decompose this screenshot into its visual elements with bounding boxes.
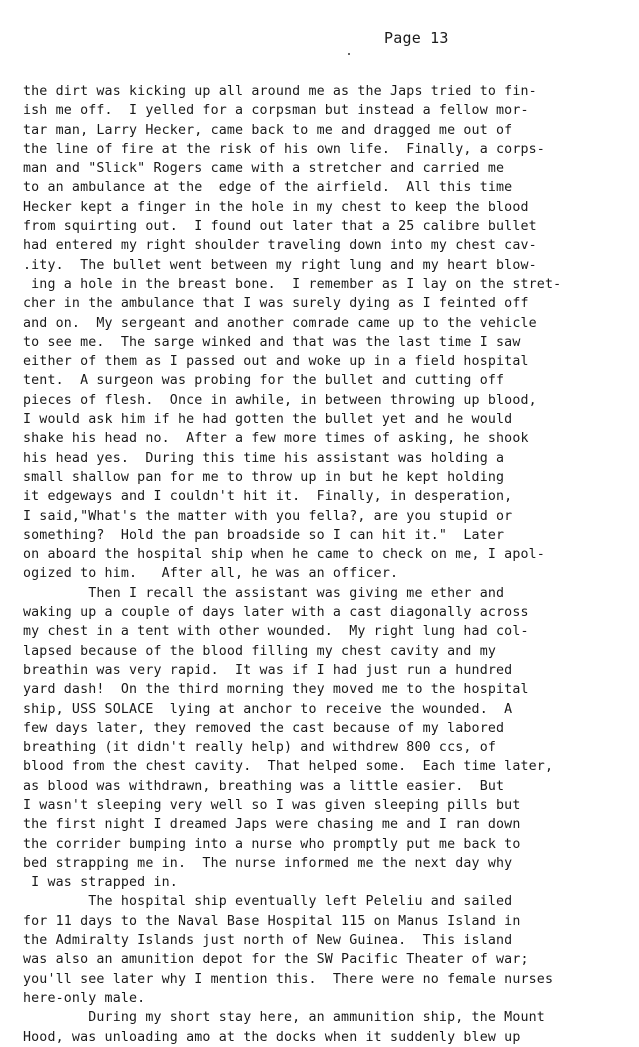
text-line: something? Hold the pan broadside so I can hit it." Later [23, 527, 505, 543]
text-line: Then I recall the assistant was giving me ether and [23, 585, 505, 601]
scan-speck [348, 53, 350, 55]
text-line: lapsed because of the blood filling my chest cavity and my [23, 643, 497, 659]
text-line: ish me off. I yelled for a corpsman but instead a fellow mor- [23, 103, 529, 119]
text-line: it edgeways and I couldn't hit it. Finally, in desperation, [23, 489, 513, 505]
text-line: on aboard the hospital ship when he came to check on me, I apol- [23, 547, 545, 563]
text-line: had entered my right shoulder traveling down into my chest cav- [23, 238, 537, 254]
text-line: blood from the chest cavity. That helped some. Each time later, [23, 759, 554, 775]
text-line: the line of fire at the risk of his own life. Finally, a corps- [23, 141, 545, 157]
text-line: as blood was withdrawn, breathing was a little easier. But [23, 778, 505, 794]
text-line: .ity. The bullet went between my right lung and my heart blow- [23, 257, 537, 273]
text-line: from squirting out. I found out later that a 25 calibre bullet [23, 219, 537, 235]
text-line: the dirt was kicking up all around me as the Japs tried to fin- [23, 84, 537, 99]
text-line: was also an amunition depot for the SW Pacific Theater of war; [23, 952, 529, 968]
text-line: ship, USS SOLACE lying at anchor to receive the wounded. A [23, 701, 513, 717]
text-line: man and "Slick" Rogers came with a stretcher and carried me [23, 161, 505, 177]
text-line: to see me. The sarge winked and that was the last time I saw [23, 334, 521, 350]
text-line: breathin was very rapid. It was if I had just run a hundred [23, 662, 513, 678]
text-line: Hecker kept a finger in the hole in my chest to keep the blood [23, 199, 529, 215]
text-line: I was strapped in. [23, 875, 178, 891]
text-line: The hospital ship eventually left Peleliu and sailed [23, 894, 513, 910]
text-line: During my short stay here, an ammunition ship, the Mount [23, 1010, 545, 1026]
text-line: here-only male. [23, 990, 146, 1006]
text-line: the Admiralty Islands just north of New Guinea. This island [23, 933, 513, 949]
text-line: the corrider bumping into a nurse who promptly put me back to [23, 836, 521, 852]
text-line: few days later, they removed the cast because of my labored [23, 720, 505, 736]
text-line: I would ask him if he had gotten the bullet yet and he would [23, 412, 513, 428]
text-line: my chest in a tent with other wounded. My right lung had col- [23, 624, 529, 640]
text-line: his head yes. During this time his assistant was holding a [23, 450, 505, 466]
text-line: for 11 days to the Naval Base Hospital 115 on Manus Island in [23, 913, 521, 929]
text-line: I said,"What's the matter with you fella?, are you stupid or [23, 508, 513, 524]
text-line: tar man, Larry Hecker, came back to me and dragged me out of [23, 122, 513, 138]
text-line: small shallow pan for me to throw up in but he kept holding [23, 469, 505, 485]
text-line: either of them as I passed out and woke up in a field hospital [23, 354, 529, 370]
text-line: shake his head no. After a few more times of asking, he shook [23, 431, 529, 447]
text-line: cher in the ambulance that I was surely dying as I feinted off [23, 296, 529, 312]
text-line: breathing (it didn't really help) and withdrew 800 ccs, of [23, 740, 497, 756]
text-line: tent. A surgeon was probing for the bullet and cutting off [23, 373, 505, 389]
text-line: the first night I dreamed Japs were chasing me and I ran down [23, 817, 521, 833]
text-line: you'll see later why I mention this. There were no female nurses [23, 971, 554, 987]
memoir-body-text [23, 82, 623, 1047]
text-line: bed strapping me in. The nurse informed me the next day why [23, 855, 513, 871]
text-line: waking up a couple of days later with a cast diagonally across [23, 605, 529, 621]
text-line: and on. My sergeant and another comrade came up to the vehicle [23, 315, 537, 331]
text-line: Hood, was unloading amo at the docks when it suddenly blew up [23, 1029, 521, 1045]
text-line: pieces of flesh. Once in awhile, in between throwing up blood, [23, 392, 537, 408]
text-line: yard dash! On the third morning they moved me to the hospital [23, 682, 529, 698]
text-line: to an ambulance at the edge of the airfield. All this time [23, 180, 513, 196]
text-line: ing a hole in the breast bone. I remember as I lay on the stret- [23, 276, 562, 292]
text-line: ogized to him. After all, he was an officer. [23, 566, 399, 582]
text-line: I wasn't sleeping very well so I was given sleeping pills but [23, 797, 521, 813]
page-number: Page 13 [384, 29, 449, 47]
